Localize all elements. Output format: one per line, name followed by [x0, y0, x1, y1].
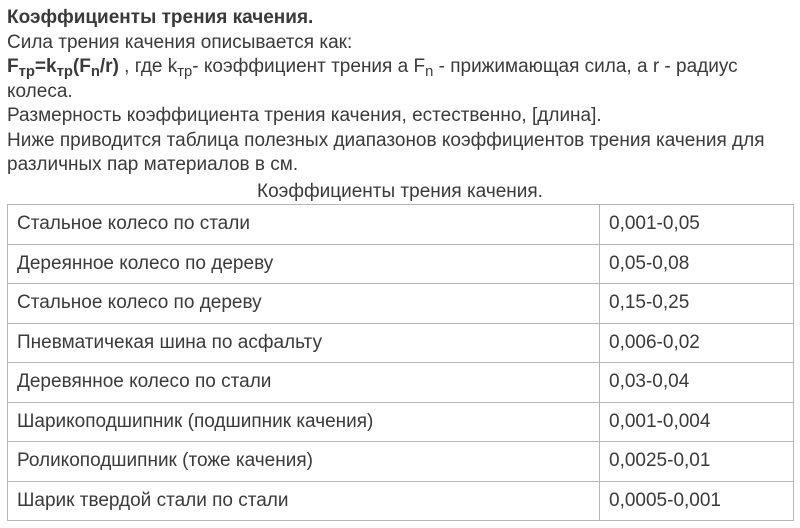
coefficient-cell: 0,006-0,02: [600, 323, 794, 363]
formula-explanation: , где $k_{тр}-$ коэффициент трения а $F_n$ - прижимающая сила, а r - радиус колеса.: [7, 56, 738, 102]
material-pair-cell: Дереянное колесо по дереву: [8, 244, 600, 284]
table-row: [8, 402, 794, 442]
article-body: [7, 6, 793, 178]
material-pair-cell: Пневматичекая шина по асфальту: [8, 323, 600, 363]
dimension-text: Размерность коэффициента трения качения, естественно, [длина].: [7, 105, 602, 126]
coefficient-cell: 0,05-0,08: [600, 244, 794, 284]
table-row: [8, 442, 794, 482]
table-intro-text: Ниже приводится таблица полезных диапазонов коэффициентов трения качения для различных пар материалов в см.: [7, 129, 765, 175]
coefficient-cell: 0,15-0,25: [600, 284, 794, 324]
formula-line: [7, 55, 793, 104]
table-row: [8, 244, 794, 284]
material-pair-cell: Стальное колесо по стали: [8, 205, 600, 245]
friction-table: [7, 204, 794, 521]
coefficient-cell: 0,0025-0,01: [600, 442, 794, 482]
table-row: [8, 363, 794, 403]
coefficient-cell: 0,001-0,004: [600, 402, 794, 442]
table-row: [8, 205, 794, 245]
table-row: [8, 481, 794, 521]
coefficient-cell: 0,001-0,05: [600, 205, 794, 245]
material-pair-cell: Стальное колесо по дереву: [8, 284, 600, 324]
coefficient-cell: 0,03-0,04: [600, 363, 794, 403]
table-caption: Коэффициенты трения качения.: [257, 181, 543, 202]
intro-text: Сила трения качения описывается как:: [7, 31, 353, 53]
table-row: [8, 323, 794, 363]
coefficient-cell: 0,0005-0,001: [600, 481, 794, 521]
material-pair-cell: Шарикоподшипник (подшипник качения): [8, 402, 600, 442]
material-pair-cell: Роликоподшипник (тоже качения): [8, 442, 600, 482]
table-row: [8, 284, 794, 324]
formula-expression: $F_{тр}=k_{тр}(F_n/r)$: [7, 56, 119, 80]
material-pair-cell: Деревянное колесо по стали: [8, 363, 600, 403]
article-title: Коэффициенты трения качения.: [7, 7, 314, 28]
material-pair-cell: Шарик твердой стали по стали: [8, 481, 600, 521]
